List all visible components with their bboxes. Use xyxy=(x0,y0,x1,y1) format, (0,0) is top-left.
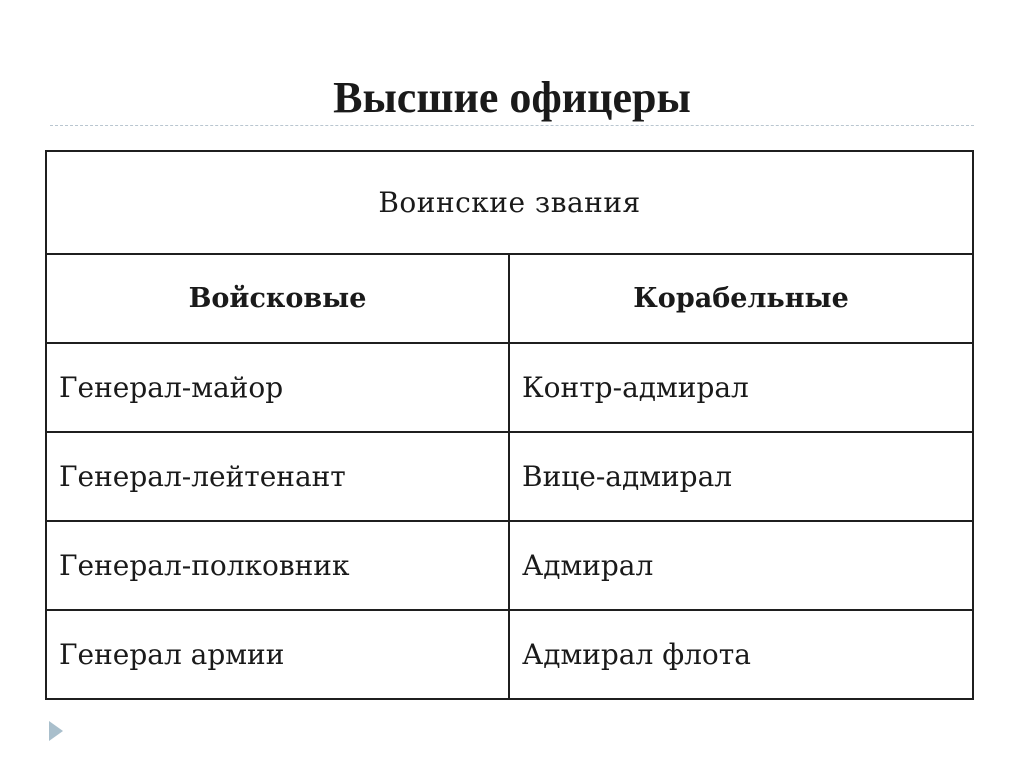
table-row xyxy=(46,432,973,521)
table-row xyxy=(46,521,973,610)
title-divider xyxy=(50,125,974,126)
ranks-table xyxy=(45,150,974,700)
navy-rank-cell: Адмирал флота xyxy=(509,610,973,699)
navy-rank-cell: Вице-адмирал xyxy=(509,432,973,521)
army-rank-cell: Генерал армии xyxy=(46,610,509,699)
navy-rank-cell: Контр-адмирал xyxy=(509,343,973,432)
navy-rank-cell: Адмирал xyxy=(509,521,973,610)
army-rank-cell: Генерал-полковник xyxy=(46,521,509,610)
table-header-row xyxy=(46,254,973,343)
play-arrow-icon[interactable] xyxy=(49,721,63,741)
table-caption: Воинские звания xyxy=(46,151,973,254)
table-row xyxy=(46,610,973,699)
table-row xyxy=(46,343,973,432)
army-rank-cell: Генерал-майор xyxy=(46,343,509,432)
column-header-navy: Корабельные xyxy=(509,254,973,343)
table-caption-row xyxy=(46,151,973,254)
column-header-army: Войсковые xyxy=(46,254,509,343)
slide-title: Высшие офицеры xyxy=(333,73,691,122)
army-rank-cell: Генерал-лейтенант xyxy=(46,432,509,521)
